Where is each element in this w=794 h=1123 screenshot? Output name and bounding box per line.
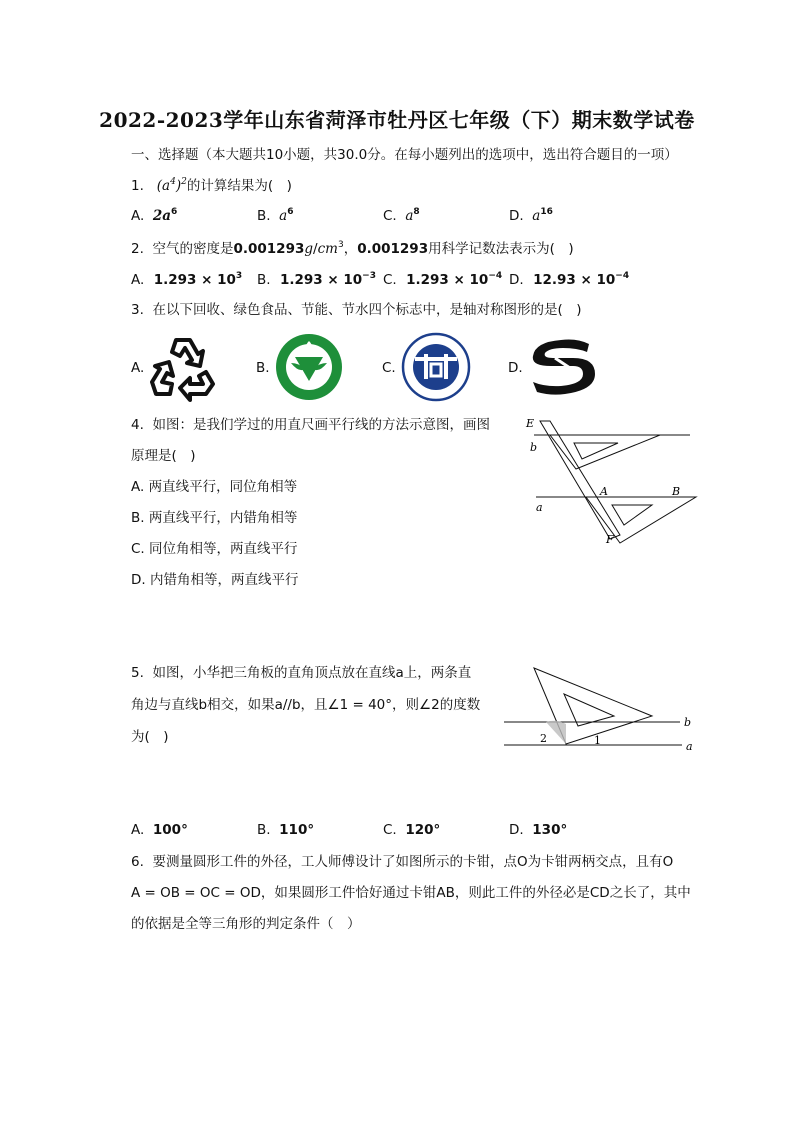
- water-saving-logo-icon: [527, 336, 599, 396]
- q4-option-d[interactable]: D. 内错角相等，两直线平行: [131, 572, 299, 588]
- label-a-point: A: [600, 485, 608, 498]
- q1-option-d[interactable]: D. $a^{16}$: [509, 207, 553, 224]
- label-f: F: [606, 533, 614, 546]
- q3-option-d[interactable]: D.: [508, 360, 523, 376]
- energy-saving-logo-icon: [401, 332, 471, 402]
- q1-expression: $(a^4)^2$: [156, 177, 187, 194]
- green-food-logo-icon: [275, 333, 343, 401]
- q2-option-c[interactable]: C. $1.293 \times 10^{-4}$: [383, 271, 503, 288]
- section-header: 一、选择题（本大题共10小题，共30.0分。在每小题列出的选项中，选出符合题目的一项）: [131, 147, 678, 163]
- label-a-line: a: [536, 501, 543, 514]
- q5-option-b[interactable]: B. 110°: [257, 822, 315, 838]
- question-5: 5. 如图，小华把三角板的直角顶点放在直线a上，两条直: [131, 665, 472, 681]
- label-b: b: [684, 716, 692, 729]
- q3-option-c[interactable]: C.: [382, 360, 396, 376]
- q4-option-a[interactable]: A. 两直线平行，同位角相等: [131, 479, 298, 495]
- question-3: 3. 在以下回收、绿色食品、节能、节水四个标志中，是轴对称图形的是( ): [131, 302, 582, 318]
- triangle-ruler-figure: [504, 664, 700, 760]
- question-4: 4. 如图：是我们学过的用直尺画平行线的方法示意图，画图: [131, 417, 490, 433]
- label-2: 2: [540, 732, 547, 745]
- parallel-lines-figure: [520, 413, 696, 549]
- q5-option-d[interactable]: D. 130°: [509, 822, 568, 838]
- question-number: 1.: [131, 178, 144, 194]
- q3-option-a[interactable]: A.: [131, 360, 145, 376]
- q4-option-c[interactable]: C. 同位角相等，两直线平行: [131, 541, 298, 557]
- recycle-icon: [150, 336, 216, 398]
- q2-option-a[interactable]: A. $1.293 \times 10^3$: [131, 271, 243, 288]
- label-e: E: [526, 417, 535, 430]
- question-5-line2: 角边与直线b相交，如果a//b，且∠1 = 40°，则∠2的度数: [131, 697, 481, 713]
- question-5-line3: 为( ): [131, 729, 169, 745]
- label-a: a: [686, 740, 693, 753]
- question-4-line2: 原理是( ): [131, 448, 196, 464]
- label-1: 1: [594, 734, 601, 747]
- question-1: [131, 177, 292, 195]
- question-6: 6. 要测量圆形工件的外径，工人师傅设计了如图所示的卡钳，点O为卡钳两柄交点，且有O: [131, 854, 674, 870]
- page-title: 2022-2023学年山东省菏泽市牡丹区七年级（下）期末数学试卷: [99, 108, 695, 132]
- q1-text: 的计算结果为( ): [186, 178, 292, 194]
- q4-option-b[interactable]: B. 两直线平行，内错角相等: [131, 510, 298, 526]
- q2-option-d[interactable]: D. $12.93 \times 10^{-4}$: [509, 271, 630, 288]
- question-6-line2: A = OB = OC = OD，如果圆形工件恰好通过卡钳AB，则此工件的外径必是CD之长了，其中: [131, 885, 691, 901]
- q1-option-c[interactable]: C. $a^8$: [383, 207, 420, 224]
- q1-option-a[interactable]: A. $2a^6$: [131, 207, 178, 224]
- question-2: 2. 空气的密度是$0.001293g/cm^3$，0.001293用科学记数法表示为( ): [131, 240, 574, 257]
- angle-2-shade: [546, 721, 566, 744]
- q2-option-b[interactable]: B. $1.293 \times 10^{-3}$: [257, 271, 376, 288]
- q1-option-b[interactable]: B. $a^6$: [257, 207, 294, 224]
- label-b: b: [530, 441, 538, 454]
- q5-option-c[interactable]: C. 120°: [383, 822, 441, 838]
- label-b-point: B: [672, 485, 681, 498]
- q3-option-b[interactable]: B.: [256, 360, 270, 376]
- q5-option-a[interactable]: A. 100°: [131, 822, 188, 838]
- question-6-line3: 的依据是全等三角形的判定条件（ ）: [131, 916, 361, 932]
